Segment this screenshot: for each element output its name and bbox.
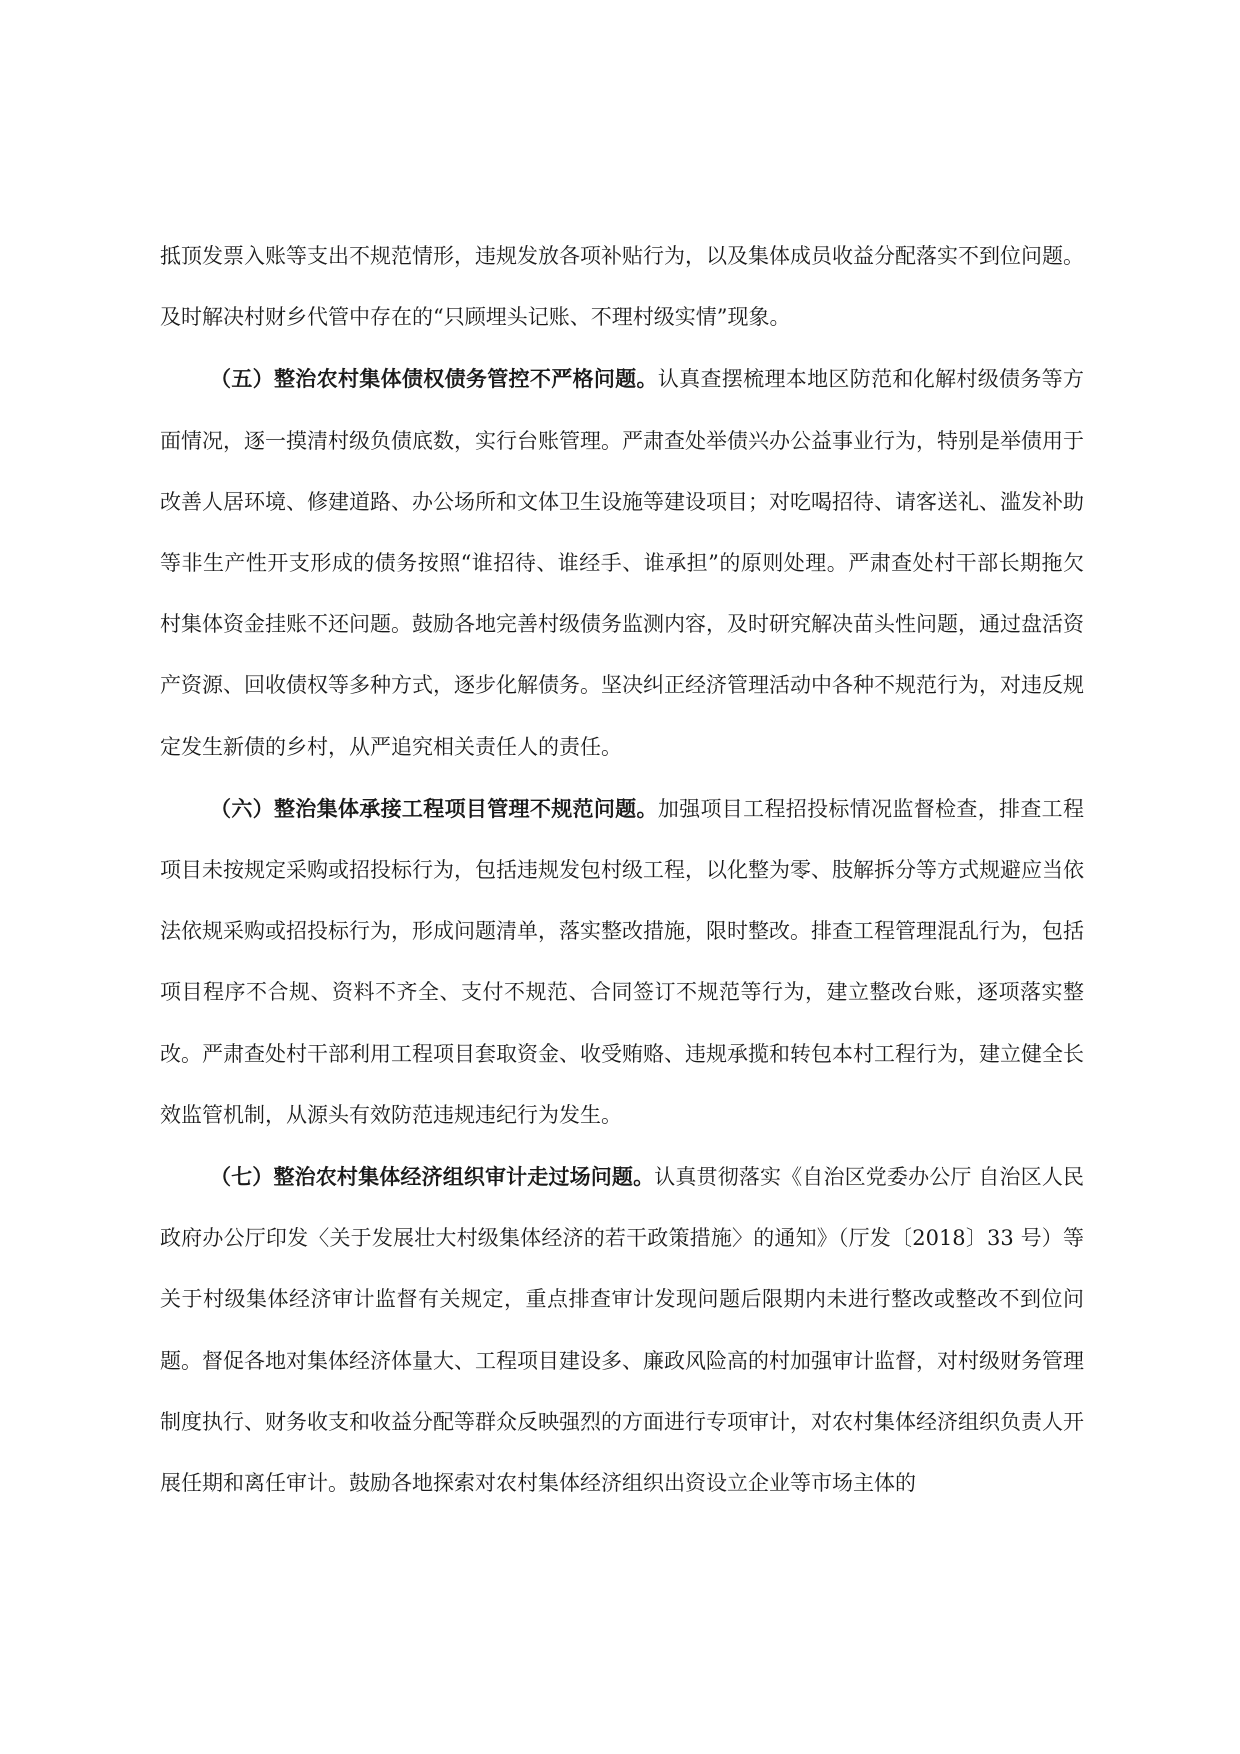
document-page [160, 226, 1084, 1514]
paragraph-text: 认真查摆梳理本地区防范和化解村级债务等方面情况，逐一摸清村级负债底数，实行台账管理。严肃查处举债兴办公益事业行为，特别是举债用于改善人居环境、修建道路、办公场所和文体卫生设施等建设项目；对吃喝招待、请客送礼、滥发补助等非生产性开支形成的债务按照“谁招待、谁经手、谁承担”的原则处理。严肃查处村干部长期拖欠村集体资金挂账不还问题。鼓励各地完善村级债务监测内容，及时研究解决苗头性问题，通过盘活资产资源、回收债权等多种方式，逐步化解债务。坚决纠正经济管理活动中各种不规范行为，对违反规定发生新债的乡村，从严追究相关责任人的责任。 [160, 367, 1085, 759]
paragraph-section-6 [160, 778, 1084, 1146]
paragraph-section-5 [160, 348, 1084, 777]
section-heading: （六）整治集体承接工程项目管理不规范问题。 [210, 795, 658, 821]
section-heading: （七）整治农村集体经济组织审计走过场问题。 [210, 1164, 655, 1190]
section-heading: （五）整治农村集体债权债务管控不严格问题。 [210, 366, 658, 392]
paragraph-text: 加强项目工程招投标情况监督检查，排查工程项目未按规定采购或招投标行为，包括违规发包村级工程，以化整为零、肢解拆分等方式规避应当依法依规采购或招投标行为，形成问题清单，落实整改措施，限时整改。排查工程管理混乱行为，包括项目程序不合规、资料不齐全、支付不规范、合同签订不规范等行为，建立整改台账，逐项落实整改。严肃查处村干部利用工程项目套取资金、收受贿赂、违规承揽和转包本村工程行为，建立健全长效监管机制，从源头有效防范违规违纪行为发生。 [160, 796, 1085, 1127]
paragraph-continuation [160, 226, 1084, 348]
paragraph-text: 抵顶发票入账等支出不规范情形，违规发放各项补贴行为，以及集体成员收益分配落实不到位问题。及时解决村财乡代管中存在的“只顾埋头记账、不理村级实情”现象。 [160, 244, 1084, 330]
paragraph-section-7 [160, 1146, 1084, 1514]
paragraph-text: 认真贯彻落实《自治区党委办公厅 自治区人民政府办公厅印发〈关于发展壮大村级集体经济的若干政策措施〉的通知》（厅发〔2018〕33 号）等关于村级集体经济审计监督有关规定，重点排查审计发现问题后限期内未进行整改或整改不到位问题。督促各地对集体经济体量大、工程项目建设多、廉政风险高的村加强审计监督，对村级财务管理制度执行、财务收支和收益分配等群众反映强烈的方面进行专项审计，对农村集体经济组织负责人开展任期和离任审计。鼓励各地探索对农村集体经济组织出资设立企业等市场主体的 [160, 1165, 1084, 1496]
